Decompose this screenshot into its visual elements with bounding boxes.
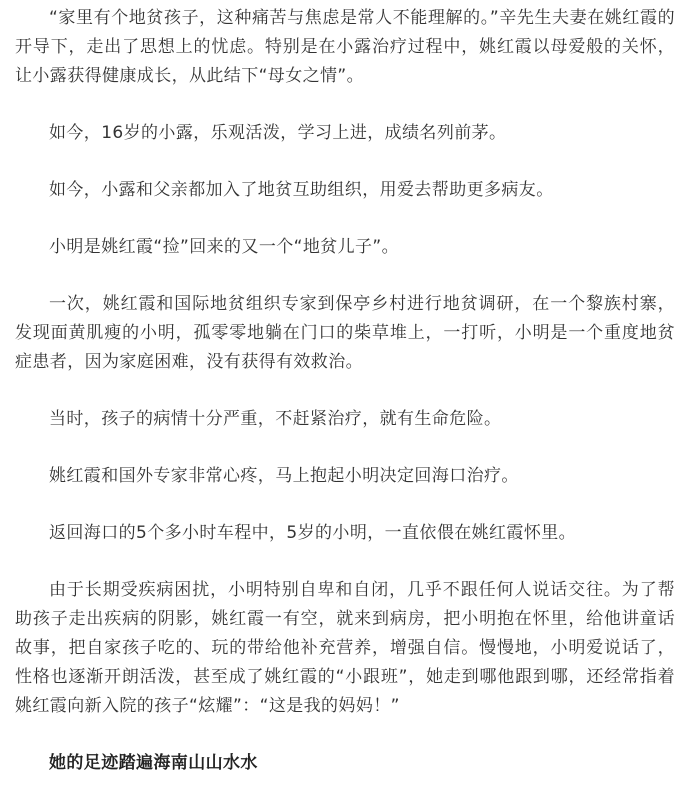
paragraph-village-survey: 一次，姚红霞和国际地贫组织专家到保亭乡村进行地贫调研，在一个黎族村寨，发现面黄肌瘦的小明，孤零零地躺在门口的柴草堆上，一打听，小明是一个重度地贫症患者，因为家庭困难，没有获得有效救治。 xyxy=(15,294,675,372)
section-heading: 她的足迹踏遍海南山山水水 xyxy=(49,753,258,773)
paragraph-xiaoming-intro: 小明是姚红霞“捡”回来的又一个“地贫儿子”。 xyxy=(49,237,400,257)
paragraph-xiaolu-now: 如今，16岁的小露，乐观活泼，学习上进，成绩名列前茅。 xyxy=(49,123,507,143)
paragraph-critical-condition: 当时，孩子的病情十分严重，不赶紧治疗，就有生命危险。 xyxy=(49,409,502,429)
paragraph-mutual-aid: 如今，小露和父亲都加入了地贫互助组织，用爱去帮助更多病友。 xyxy=(49,180,554,200)
paragraph-parents-relief: “家里有个地贫孩子，这种痛苦与焦虑是常人不能理解的。”辛先生夫妻在姚红霞的开导下，走出了思想上的忧虑。特别是在小露治疗过程中，姚红霞以母爱般的关怀，让小露获得健康成长，从此结下“母女之情”。 xyxy=(15,8,675,86)
paragraph-return-haikou: 姚红霞和国外专家非常心疼，马上抱起小明决定回海口治疗。 xyxy=(49,466,519,486)
paragraph-xiaoming-recovery: 由于长期受疾病困扰，小明特别自卑和自闭，几乎不跟任何人说话交往。为了帮助孩子走出疾病的阴影，姚红霞一有空，就来到病房，把小明抱在怀里，给他讲童话故事，把自家孩子吃的、玩的带给他补充营养，增强自信。慢慢地，小明爱说话了，性格也逐渐开朗活泼，甚至成了姚红霞的“小跟班”，她走到哪他跟到哪，还经常指着姚红霞向新入院的孩子“炫耀”：“这是我的妈妈！” xyxy=(15,580,675,716)
paragraph-car-ride: 返回海口的5个多小时车程中，5岁的小明，一直依偎在姚红霞怀里。 xyxy=(49,523,577,543)
